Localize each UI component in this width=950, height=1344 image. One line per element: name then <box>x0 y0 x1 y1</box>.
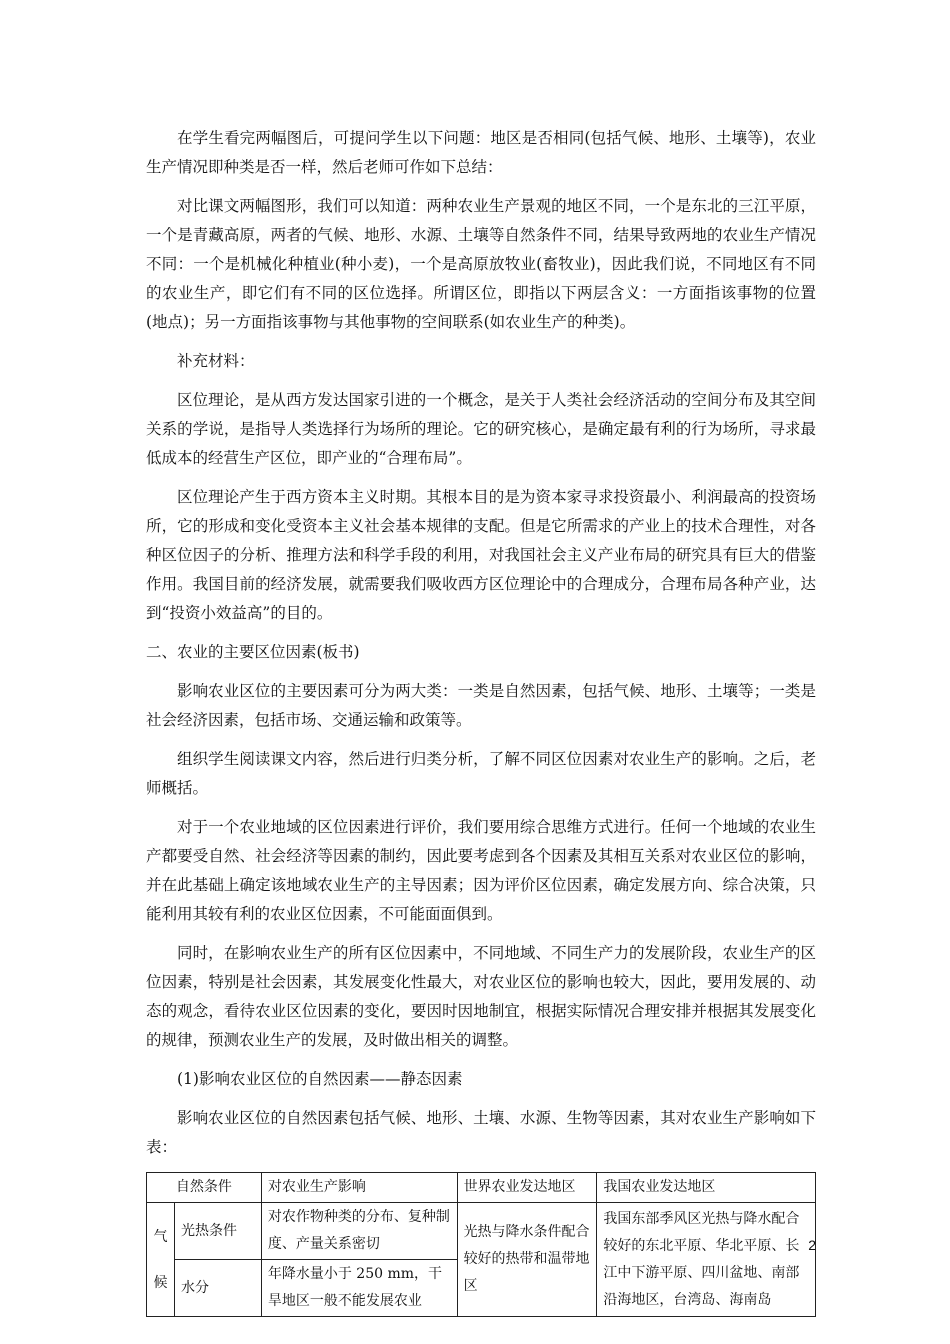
climate-group-label: 气 候 <box>153 1228 168 1291</box>
intro-paragraph: 在学生看完两幅图后，可提问学生以下问题：地区是否相同(包括气候、地形、土壤等)，农业生产情况即种类是否一样，然后老师可作如下总结： <box>146 129 816 176</box>
climate-group-cell <box>147 1203 175 1317</box>
world-regions-cell: 光热与降水条件配合较好的热带和温带地区 <box>457 1203 597 1317</box>
table-intro-paragraph: 影响农业区位的自然因素包括气候、地形、土壤、水源、生物等因素，其对农业生产影响如下表： <box>146 1109 816 1156</box>
section-heading: 二、农业的主要区位因素(板书) <box>146 643 360 661</box>
header-natural-conditions: 自然条件 <box>147 1173 262 1203</box>
location-theory-paragraph: 区位理论，是从西方发达国家引进的一个概念，是关于人类社会经济活动的空间分布及其空间关系的学说，是指导人类选择行为场所的理论。它的研究核心，是确定最有利的行为场所，寻求最低成本的经营生产区位，即产业的“合理布局”。 <box>146 391 816 467</box>
effect-water: 年降水量小于 250 mm，干旱地区一般不能发展农业 <box>261 1260 457 1317</box>
page-number: 2 <box>808 1237 816 1253</box>
table-row <box>147 1203 816 1260</box>
effect-light-heat: 对农作物种类的分布、复种制度、产量关系密切 <box>261 1203 457 1260</box>
supplement-heading: 补充材料： <box>177 352 255 370</box>
location-theory-origin-paragraph: 区位理论产生于西方资本主义时期。其根本目的是为资本家寻求投资最小、利润最高的投资场所，它的形成和变化受资本主义社会基本规律的支配。但是它所需求的产业上的技术合理性，对各种区位因子的分析、推理方法和科学手段的利用，对我国社会主义产业布局的研究具有巨大的借鉴作用。我国目前的经济发展，就需要我们吸收西方区位理论中的合理成分，合理布局各种产业，达到“投资小效益高”的目的。 <box>146 488 816 622</box>
header-china-regions: 我国农业发达地区 <box>597 1173 816 1203</box>
natural-factors-table <box>146 1172 816 1317</box>
dynamic-factors-paragraph: 同时，在影响农业生产的所有区位因素中，不同地域、不同生产力的发展阶段，农业生产的区位因素，特别是社会因素，其发展变化性最大，对农业区位的影响也较大，因此，要用发展的、动态的观念，看待农业区位因素的变化，要因时因地制宜，根据实际情况合理安排并根据其发展变化的规律，预测农业生产的发展，及时做出相关的调整。 <box>146 944 816 1049</box>
china-regions-cell: 我国东部季风区光热与降水配合较好的东北平原、华北平原、长江中下游平原、四川盆地、南部沿海地区，台湾岛、海南岛 <box>597 1203 816 1317</box>
table-header-row <box>147 1173 816 1203</box>
natural-factors-subheading: (1)影响农业区位的自然因素——静态因素 <box>177 1070 463 1088</box>
header-world-regions: 世界农业发达地区 <box>457 1173 597 1203</box>
page-content <box>146 124 816 1317</box>
header-impact: 对农业生产影响 <box>261 1173 457 1203</box>
reading-activity-paragraph: 组织学生阅读课文内容，然后进行归类分析，了解不同区位因素对农业生产的影响。之后，老师概括。 <box>146 750 816 797</box>
factor-light-heat: 光热条件 <box>174 1203 261 1260</box>
factors-overview-paragraph: 影响农业区位的主要因素可分为两大类：一类是自然因素，包括气候、地形、土壤等；一类是社会经济因素，包括市场、交通运输和政策等。 <box>146 682 816 729</box>
evaluation-paragraph: 对于一个农业地域的区位因素进行评价，我们要用综合思维方式进行。任何一个地域的农业生产都要受自然、社会经济等因素的制约，因此要考虑到各个因素及其相互关系对农业区位的影响，并在此基础上确定该地域农业生产的主导因素；因为评价区位因素，确定发展方向、综合决策，只能利用其较有利的农业区位因素，不可能面面俱到。 <box>146 818 816 923</box>
factor-water: 水分 <box>174 1260 261 1317</box>
comparison-paragraph: 对比课文两幅图形，我们可以知道：两种农业生产景观的地区不同，一个是东北的三江平原，一个是青藏高原，两者的气候、地形、水源、土壤等自然条件不同，结果导致两地的农业生产情况不同：一个是机械化种植业(种小麦)，一个是高原放牧业(畜牧业)，因此我们说，不同地区有不同的农业生产，即它们有不同的区位选择。所谓区位，即指以下两层含义：一方面指该事物的位置(地点)；另一方面指该事物与其他事物的空间联系(如农业生产的种类)。 <box>146 197 816 331</box>
